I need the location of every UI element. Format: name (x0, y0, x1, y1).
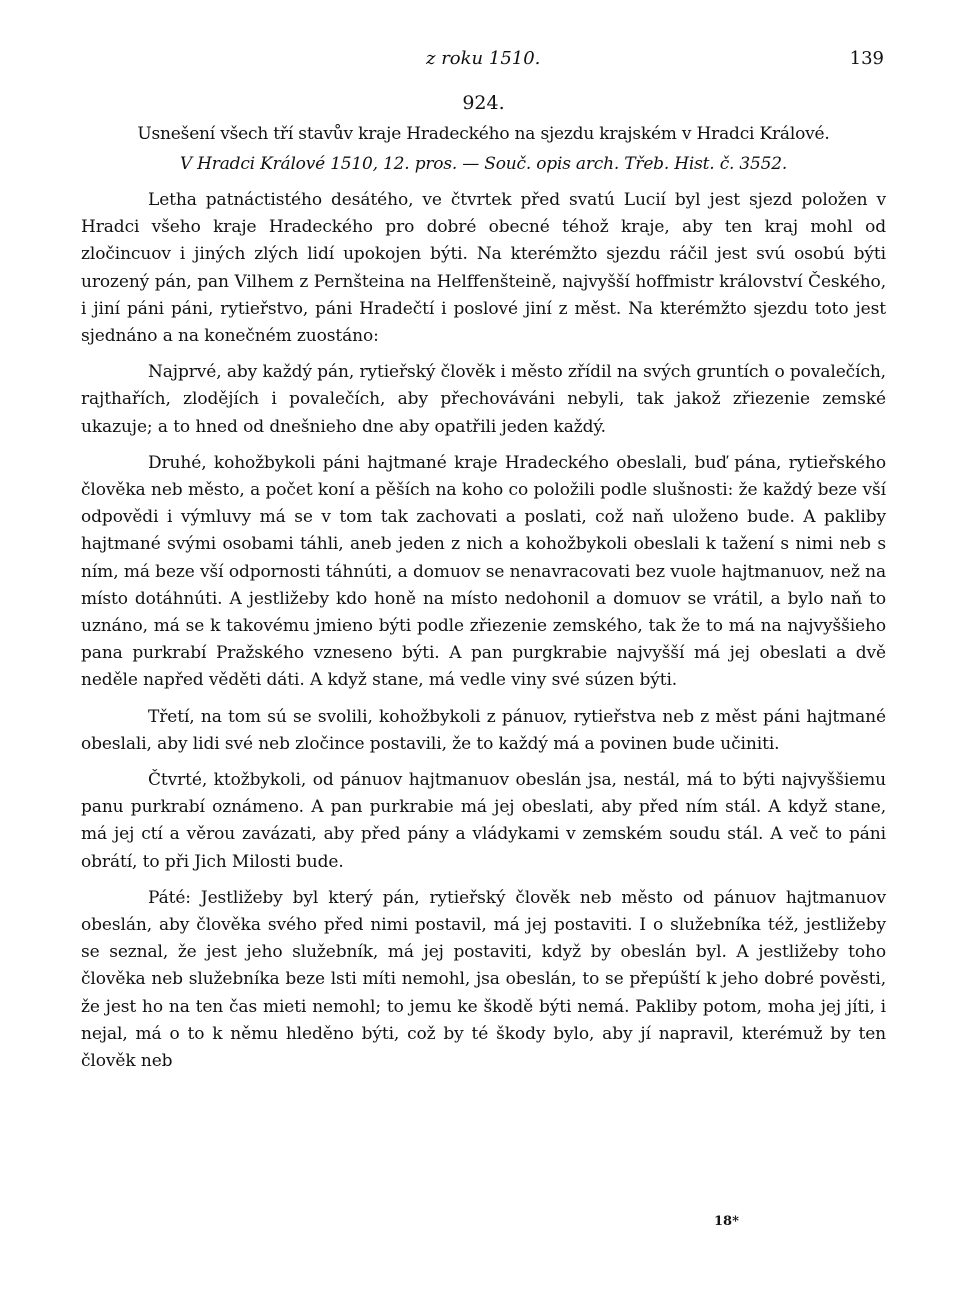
paragraph-first: Najprvé, aby každý pán, rytieřský člověk i město zřídil na svých gruntích o povalečích, rajthařích, zlodějích i povalečích, aby přechováváni nebyli, tak jakož zřiezenie zemské ukazuje; a to hned od dnešnieho dne aby opatřili jeden každý. (81, 362, 886, 437)
paragraph-third: Třetí, na tom sú se svolili, kohožbykoli z pánuov, rytieřstva neb z měst páni hajtmané obeslali, aby lidi své neb zločince postavili, že to každý má a povinen bude učiniti. (81, 706, 886, 754)
document-number: 924. (462, 92, 505, 114)
paragraph-fourth: Čtvrté, ktožbykoli, od pánuov hajtmanuov obeslán jsa, nestál, má to býti najvyššiemu panu purkrabí oznámeno. A pan purkrabie má jej obeslati, aby před ním stál. A když stane, má jej ctí a věrou zavázati, aby před pány a vládykami v zemském soudu stál. A več to páni obrátí, to při Jich Milosti bude. (81, 770, 886, 872)
running-header (81, 44, 886, 76)
page (81, 44, 886, 1075)
paragraph-intro: Letha patnáctistého desátého, ve čtvrtek před svatú Lucií byl jest sjezd položen v Hradci všeho kraje Hradeckého pro dobré obecné téhož kraje, aby ten kraj mohl od zločincuov i jiných zlých lidí upokojen býti. Na kterémžto sjezdu ráčil jest svú osobú býti urozený pán, pan Vilhem z Pernšteina na Helffenšteině, najvyšší hoffmistr království Českého, i jiní páni páni, rytieřstvo, páni Hradečtí i poslové jiní z měst. Na kterémžto sjezdu toto jest sjednáno a na konečném zuostáno: (81, 190, 886, 347)
running-title: z roku 1510. (426, 48, 541, 69)
paragraph-second: Druhé, kohožbykoli páni hajtmané kraje Hradeckého obeslali, buď pána, rytieřského člověka neb město, a počet koní a pěších na koho co položili podle slušnosti: že každý beze vší odpovědi i výmluvy má se v tom tak zachovati a poslati, což naň uloženo bude. A pakliby hajtmané svými osobami táhli, aneb jeden z nich a kohožbykoli obeslali k tažení s nimi neb s ním, má beze vší odpornosti táhnúti, a domuov se nenavracovati bez vuole hajtmanuov, než na místo dotáhnúti. A jestližeby kdo honě na místo nedohonil a domuov se vrátil, a bylo naň to uznáno, má se k takovému jmieno býti podle zřiezenie zemského, tak že to má na najvyššieho pana purkrabí Pražského vzneseno býti. A pan purgkrabie najvyšší má jej obeslati a dvě neděle napřed věděti dáti. A když stane, má vedle viny své súzen býti. (81, 452, 886, 691)
printer-signature-mark: 18* (714, 1214, 739, 1229)
page-number: 139 (849, 48, 884, 69)
document-heading: Usnešení všech tří stavův kraje Hradeckého na sjezdu krajském v Hradci Králové. (137, 124, 830, 144)
document-source-note: V Hradci Králové 1510, 12. pros. — Souč. opis arch. Třeb. Hist. č. 3552. (179, 154, 788, 174)
paragraph-fifth: Páté: Jestližeby byl který pán, rytieřský člověk neb město od pánuov hajtmanuov obeslán, aby člověka svého před nimi postavil, má jej postaviti. I o služebníka též, jestližeby se seznal, že jest jeho služebník, má jej postaviti, když by obeslán byl. A jestližeby toho člověka neb služebníka beze lsti míti nemohl, jsa obeslán, to se přepúští k jeho dobré pověsti, že jest ho na ten čas mieti nemohl; to jemu ke škodě býti nemá. Pakliby potom, moha jej jíti, i nejal, má o to k němu hleděno býti, což by té škody bylo, aby jí napravil, kterémuž by ten člověk neb (81, 887, 886, 1072)
